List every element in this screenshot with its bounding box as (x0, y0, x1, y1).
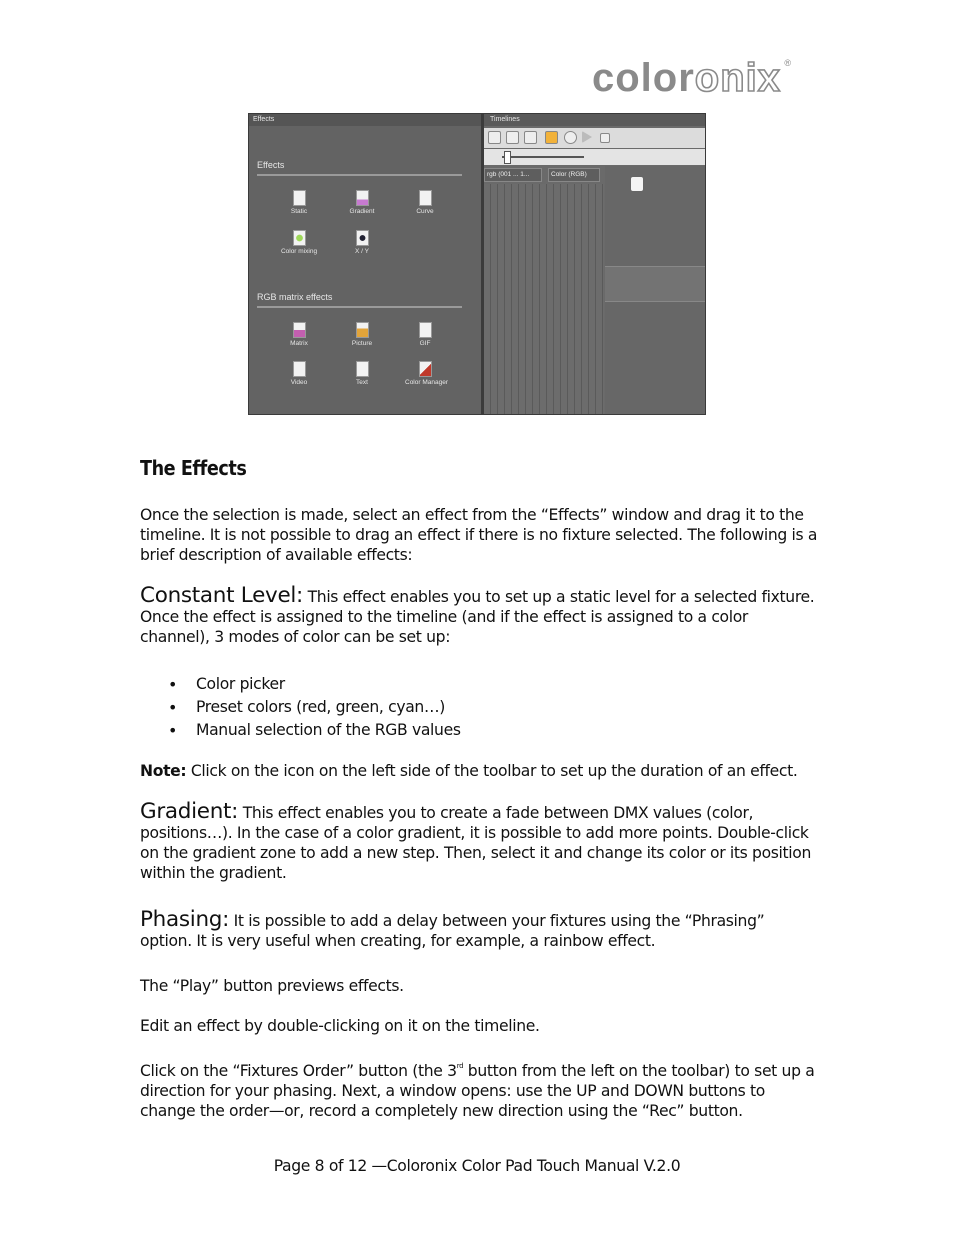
registered-mark: ® (784, 58, 792, 68)
phasing-paragraph (140, 907, 820, 951)
fixtures-order-paragraph: Click on the “Fixtures Order” button (the 3rd button from the left on the toolbar) to set up a direction for your phasing. Next, a window opens: use the UP and DOWN buttons to change the order—or, record a completely new direction using the “Rec” button. (140, 1062, 815, 1120)
ordinal-suffix: rd (456, 1062, 464, 1070)
slider-handle[interactable] (504, 151, 511, 164)
effect-curve[interactable]: Curve (405, 190, 445, 215)
timelines-panel-title: Timelines (490, 116, 520, 123)
phasing-text: It is possible to add a delay between your fixtures using the “Phrasing” option. It is very useful when creating, for example, a rainbow effect. (140, 912, 765, 950)
timeline-toolbar (484, 128, 706, 148)
section-divider (257, 306, 462, 308)
note-label: Note: (140, 762, 187, 780)
effect-video[interactable]: Video (279, 361, 319, 386)
stop-icon[interactable] (600, 133, 610, 143)
play-icon[interactable] (582, 131, 592, 143)
effect-static[interactable]: Static (279, 190, 319, 215)
list-item: • Preset colors (red, green, cyan…) (140, 696, 461, 719)
effects-section-title: Effects (257, 160, 285, 170)
color-manager-icon (419, 361, 432, 377)
effects-panel-title: Effects (253, 116, 275, 123)
effect-xy[interactable]: X / Y (342, 230, 382, 255)
rec-icon[interactable] (545, 131, 558, 144)
timelines-panel (484, 114, 706, 414)
static-icon (293, 190, 306, 206)
list-item: • Manual selection of the RGB values (140, 719, 461, 742)
timeline-tracks[interactable] (484, 184, 604, 414)
video-icon (293, 361, 306, 377)
note-text: Click on the icon on the left side of the toolbar to set up the duration of an effect. (186, 762, 798, 780)
logo-part-1: color (592, 56, 695, 100)
color-mixing-icon (293, 230, 306, 246)
effect-gif[interactable]: GIF (405, 322, 445, 347)
gradient-label: Gradient: (140, 799, 239, 824)
constant-level-paragraph (140, 583, 820, 647)
edit-paragraph: Edit an effect by double-clicking on it on the timeline. (140, 1017, 540, 1035)
section-divider (257, 174, 462, 176)
section-heading: The Effects (140, 456, 247, 480)
track-header-channel: Color (RGB) (548, 168, 600, 182)
software-screenshot (248, 113, 706, 415)
fixtures-order-icon[interactable] (524, 131, 537, 144)
timeline-area[interactable] (605, 166, 706, 414)
picture-icon (356, 322, 369, 338)
effect-text[interactable]: Text (342, 361, 382, 386)
phasing-label: Phasing: (140, 907, 230, 932)
duration-icon[interactable] (488, 131, 501, 144)
drag-cursor-icon (630, 176, 644, 192)
play-paragraph: The “Play” button previews effects. (140, 977, 404, 995)
track-header-fixture: rgb (001 ... 1... (484, 168, 542, 182)
effect-picture[interactable]: Picture (342, 322, 382, 347)
text-icon (356, 361, 369, 377)
effects-panel (249, 114, 481, 414)
effect-color-mixing[interactable]: Color mixing (279, 230, 319, 255)
timeline-strip (605, 266, 706, 302)
gradient-icon (356, 190, 369, 206)
record-circle-icon[interactable] (564, 131, 577, 144)
effect-gradient[interactable]: Gradient (342, 190, 382, 215)
zoom-slider[interactable] (484, 149, 706, 165)
note-paragraph (140, 761, 840, 781)
curve-icon (419, 190, 432, 206)
rgb-matrix-section-title: RGB matrix effects (257, 292, 333, 302)
toolbar-icon[interactable] (506, 131, 519, 144)
matrix-icon (293, 322, 306, 338)
effect-matrix[interactable]: Matrix (279, 322, 319, 347)
effect-color-manager[interactable]: Color Manager (405, 361, 445, 386)
color-modes-list (140, 673, 461, 742)
brand-logo (592, 56, 792, 100)
intro-paragraph: Once the selection is made, select an effect from the “Effects” window and drag it to the timeline. It is not possible to drag an effect if there is no fixture selected. The following is a brief description of available effects: (140, 506, 818, 564)
page-footer: Page 8 of 12 —Coloronix Color Pad Touch Manual V.2.0 (273, 1157, 681, 1175)
gif-icon (419, 322, 432, 338)
logo-part-2: onix (694, 56, 782, 100)
list-item: • Color picker (140, 673, 461, 696)
constant-level-label: Constant Level: (140, 583, 303, 608)
xy-icon (356, 230, 369, 246)
gradient-paragraph (140, 799, 820, 883)
constant-level-text: This effect enables you to set up a static level for a selected fixture. Once the effect is assigned to the timeline (and if the effect is assigned to a color channel), 3 modes of color can be set up: (140, 588, 815, 646)
gradient-text: This effect enables you to create a fade between DMX values (color, positions…). In the case of a color gradient, it is possible to add more points. Double-click on the gradient zone to add a new step. Then, select it and change its color or its position within the gradient. (140, 804, 812, 882)
